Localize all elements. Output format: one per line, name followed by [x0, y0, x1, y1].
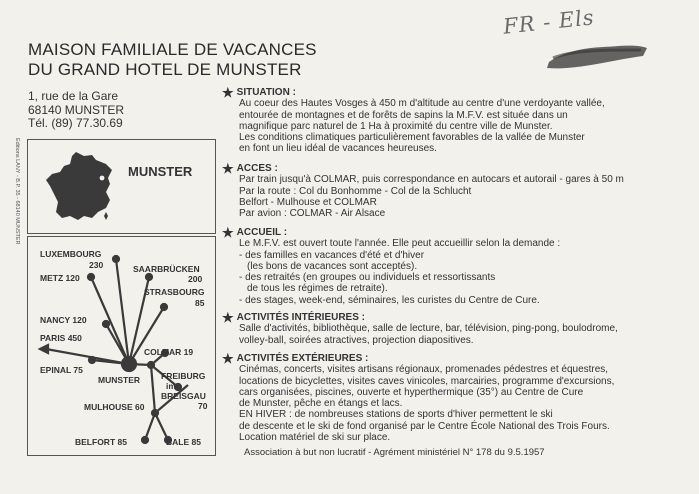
- text-line: de Munster, pêche en étangs et lacs.: [239, 398, 403, 410]
- route-label-belfort: BELFORT 85: [75, 437, 127, 447]
- route-label-bale: BALE 85: [166, 437, 201, 447]
- route-label-strasbourg: STRASBOURG: [144, 287, 205, 297]
- text-line: (les bons de vacances sont acceptés).: [247, 260, 418, 272]
- text-line: magnifique parc naturel de 1 Ha à proximité du centre ville de Munster.: [239, 120, 553, 132]
- route-label-luxembourg: LUXEMBOURG: [40, 249, 102, 259]
- text-line: cars organisées, piscines, ouverte et hyperthermique (35°) au Centre de Cure: [239, 386, 584, 398]
- route-label-luxembourg-dist: 230: [89, 260, 104, 270]
- route-map-box: [27, 236, 216, 456]
- section-situation: [222, 84, 605, 155]
- text-line: Par avion : COLMAR - Air Alsace: [239, 208, 386, 220]
- text-line: de descente et le ski de fond organisé par le Centre École National des Trois Fours.: [239, 420, 610, 432]
- text-line: - des retraités (en groupes ou individuels et ressortissants: [239, 272, 496, 284]
- publisher-credit: Editions LANY - B.P. 35 - 68140 MUNSTER: [14, 138, 20, 245]
- text-line: Au coeur des Hautes Vosges à 450 m d'altitude au centre d'une verdoyante vallée,: [239, 98, 605, 110]
- address-street: 1, rue de la Gare: [28, 89, 119, 103]
- text-line: - des familles en vacances d'été et d'hiver: [239, 249, 425, 261]
- route-label-saarbrucken-dist: 200: [188, 274, 203, 284]
- route-label-strasbourg-dist: 85: [195, 298, 205, 308]
- title-block: [28, 40, 317, 80]
- route-label-mulhouse: MULHOUSE 60: [84, 402, 145, 412]
- route-label-munster: MUNSTER: [98, 375, 141, 385]
- france-map-box: [27, 139, 216, 234]
- section-acces: [222, 160, 624, 220]
- text-line: Cinémas, concerts, visites artisans régionaux, promenades pédestres et équestres,: [239, 364, 609, 376]
- france-map-icon: [42, 148, 118, 224]
- text-line: entourée de montagnes et de forêts de sapins la M.F.V. est située dans un: [239, 109, 568, 121]
- address-city: 68140 MUNSTER: [28, 102, 125, 117]
- scribble-mark: [543, 38, 651, 72]
- route-label-colmar: COLMAR 19: [144, 347, 194, 357]
- text-line: - des stages, week-end, séminaires, les curistes du Centre de Cure.: [239, 294, 540, 306]
- text-line: Belfort - Mulhouse et COLMAR: [239, 196, 377, 208]
- route-label-metz: METZ 120: [40, 273, 80, 283]
- text-line: Location matériel de ski sur place.: [239, 432, 391, 444]
- route-label-nancy: NANCY 120: [40, 315, 87, 325]
- route-label-paris: PARIS 450: [40, 333, 82, 343]
- text-line: locations de bicyclettes, visites caves vinicoles, marcairies, programme d'excursions,: [239, 375, 615, 387]
- text-line: Les conditions climatiques particulièrement favorables de la vallée de Munster: [239, 132, 585, 144]
- text-line: volley-ball, soirées atractives, projection diapositives.: [239, 334, 474, 346]
- handwritten-note: FR - Els: [501, 5, 596, 39]
- star-icon: ★: [222, 224, 234, 240]
- address-phone: Tél. (89) 77.30.69: [28, 116, 123, 130]
- section-heading: ACCES :: [236, 163, 278, 174]
- text-line: Par la route : Col du Bonhomme - Col de la Schlucht: [239, 185, 472, 197]
- route-label-freiburg-1: FREIBURG: [161, 371, 206, 381]
- map-city-label: MUNSTER: [128, 164, 193, 179]
- route-label-epinal: EPINAL 75: [40, 365, 83, 375]
- footer-note: Association à but non lucratif - Agrément ministériel N° 178 du 9.5.1957: [244, 447, 545, 458]
- section-activites-interieures: [222, 309, 618, 346]
- star-icon: ★: [222, 350, 234, 366]
- route-label-saarbrucken: SAARBRÜCKEN: [133, 264, 200, 274]
- text-line: Salle d'activités, bibliothèque, salle de lecture, bar, télévision, ping-pong, boulodrome,: [239, 323, 618, 335]
- section-heading: ACTIVITÉS INTÉRIEURES :: [236, 312, 366, 323]
- star-icon: ★: [222, 84, 234, 100]
- section-activites-exterieures: [222, 350, 615, 444]
- address-block: [28, 90, 124, 131]
- section-heading: ACTIVITÉS EXTÉRIEURES :: [236, 353, 369, 364]
- route-label-freiburg-dist: 70: [198, 401, 208, 411]
- route-label-freiburg-3: BREISGAU: [161, 391, 206, 401]
- text-line: Le M.F.V. est ouvert toute l'année. Elle peut accueillir selon la demande :: [239, 238, 561, 250]
- section-heading: ACCUEIL :: [236, 227, 288, 238]
- section-heading: SITUATION :: [236, 87, 296, 98]
- title-line-1: MAISON FAMILIALE DE VACANCES: [28, 40, 317, 59]
- section-accueil: [222, 224, 561, 306]
- star-icon: ★: [222, 160, 234, 176]
- text-line: de tous les régimes de retraite).: [247, 283, 388, 295]
- text-line: en font un lieu idéal de vacances heureuses.: [239, 143, 437, 155]
- text-line: EN HIVER : de nombreuses stations de sports d'hiver permettent le ski: [239, 409, 553, 421]
- route-label-freiburg-2: im: [166, 381, 176, 391]
- text-line: Par train jusqu'à COLMAR, puis correspondance en autocars et autorail - gares à 50 m: [239, 174, 624, 186]
- star-icon: ★: [222, 309, 234, 325]
- title-line-2: DU GRAND HOTEL DE MUNSTER: [28, 60, 302, 79]
